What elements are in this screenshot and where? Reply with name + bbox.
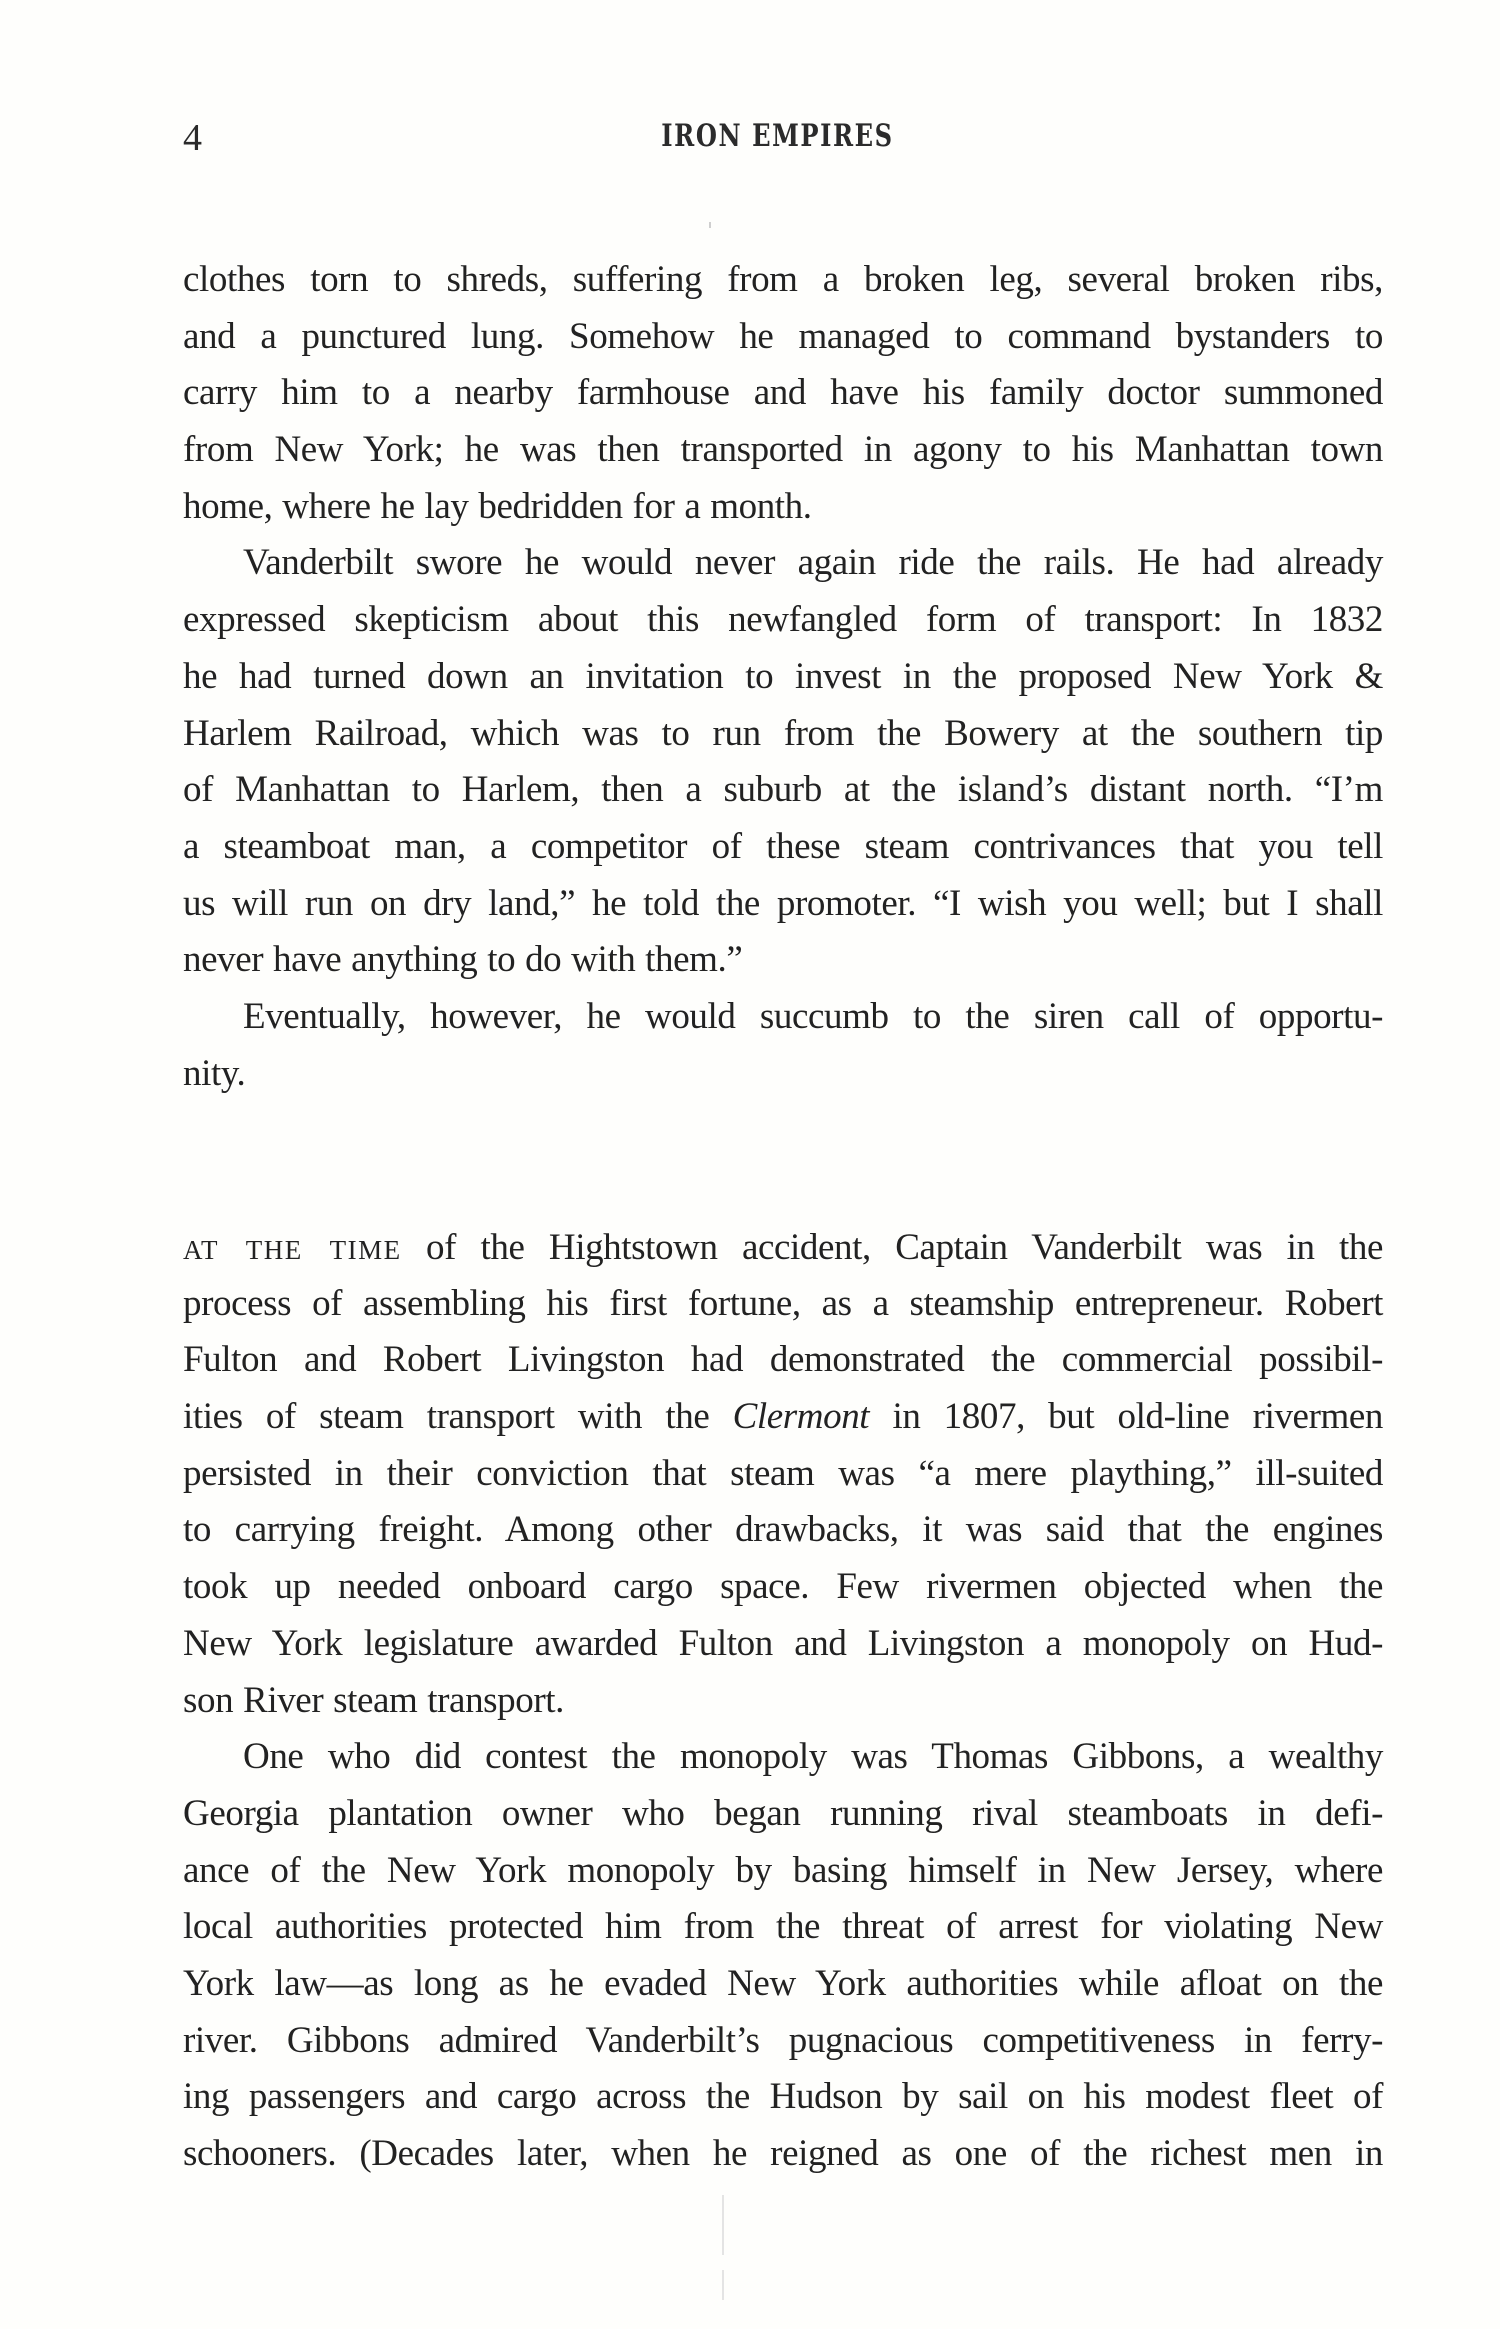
text-line: expressed skepticism about this newfangled form of transport: In 1832 bbox=[183, 599, 1383, 641]
text-line: Georgia plantation owner who began running rival steamboats in defi- bbox=[183, 1792, 1383, 1834]
text-line: local authorities protected him from the threat of arrest for violating New bbox=[183, 1906, 1383, 1948]
text-line: clothes torn to shreds, suffering from a broken leg, several broken ribs, bbox=[183, 259, 1383, 300]
text-line: One who did contest the monopoly was Thomas Gibbons, a wealthy bbox=[243, 1736, 1383, 1778]
text-line: Harlem Railroad, which was to run from the Bowery at the southern tip bbox=[183, 712, 1383, 754]
text-line: son River steam transport. bbox=[183, 1679, 565, 1721]
text-segment: ities of steam transport with the bbox=[183, 1396, 733, 1438]
text-line: New York legislature awarded Fulton and Livingston a monopoly on Hud- bbox=[183, 1622, 1383, 1664]
ship-name-italic: Clermont bbox=[732, 1396, 870, 1438]
scan-artifact bbox=[722, 2195, 724, 2255]
text-line-run-in bbox=[183, 1219, 1383, 1276]
section-1 bbox=[183, 252, 1383, 1102]
paragraph bbox=[183, 252, 1383, 535]
text-line: ance of the New York monopoly by basing himself in New Jersey, where bbox=[183, 1849, 1383, 1891]
text-line: ing passengers and cargo across the Hudson by sail on his modest fleet of bbox=[183, 2076, 1383, 2118]
text-line: and a punctured lung. Somehow he managed to command bystanders to bbox=[183, 315, 1383, 357]
scan-artifact bbox=[722, 2270, 724, 2300]
section-2 bbox=[183, 1219, 1383, 2183]
paragraph bbox=[183, 1729, 1383, 2183]
text-line: Eventually, however, he would succumb to the siren call of opportu- bbox=[243, 995, 1383, 1037]
text-line-rest: of the Hightstown accident, Captain Vanderbilt was in the bbox=[401, 1227, 1383, 1268]
text-line-with-italic bbox=[183, 1389, 1383, 1446]
paragraph bbox=[183, 535, 1383, 989]
text-segment: in 1807, but old-line rivermen bbox=[869, 1396, 1383, 1438]
text-line: of Manhattan to Harlem, then a suburb at the island’s distant north. “I’m bbox=[183, 769, 1383, 811]
text-line: York law—as long as he evaded New York authorities while afloat on the bbox=[183, 1962, 1383, 2004]
text-line: he had turned down an invitation to invest in the proposed New York & bbox=[183, 655, 1383, 697]
small-caps-run-in: at the time bbox=[183, 1225, 402, 1268]
paragraph bbox=[183, 989, 1383, 1102]
text-line: Vanderbilt swore he would never again ride the rails. He had already bbox=[243, 542, 1383, 584]
text-line: carry him to a nearby farmhouse and have his family doctor summoned bbox=[183, 372, 1383, 414]
text-line: process of assembling his first fortune, as a steamship entrepreneur. Robert bbox=[183, 1282, 1383, 1324]
text-line: to carrying freight. Among other drawbacks, it was said that the engines bbox=[183, 1509, 1383, 1551]
text-line: home, where he lay bedridden for a month. bbox=[183, 485, 812, 527]
text-line: river. Gibbons admired Vanderbilt’s pugnacious competitiveness in ferry- bbox=[183, 2019, 1383, 2061]
text-line: schooners. (Decades later, when he reigned as one of the richest men in bbox=[183, 2133, 1383, 2174]
page-number: 4 bbox=[183, 117, 202, 159]
text-line: persisted in their conviction that steam was “a mere plaything,” ill-suited bbox=[183, 1452, 1383, 1494]
running-head: IRON EMPIRES bbox=[661, 118, 894, 154]
text-line: nity. bbox=[183, 1052, 246, 1094]
paragraph bbox=[183, 1219, 1383, 1729]
scan-artifact bbox=[709, 222, 711, 228]
text-line: a steamboat man, a competitor of these steam contrivances that you tell bbox=[183, 825, 1383, 867]
text-line: from New York; he was then transported in agony to his Manhattan town bbox=[183, 429, 1383, 471]
text-line: us will run on dry land,” he told the promoter. “I wish you well; but I shall bbox=[183, 882, 1383, 924]
text-line: Fulton and Robert Livingston had demonstrated the commercial possibil- bbox=[183, 1339, 1383, 1381]
text-line: never have anything to do with them.” bbox=[183, 939, 743, 981]
text-line: took up needed onboard cargo space. Few rivermen objected when the bbox=[183, 1566, 1383, 1608]
